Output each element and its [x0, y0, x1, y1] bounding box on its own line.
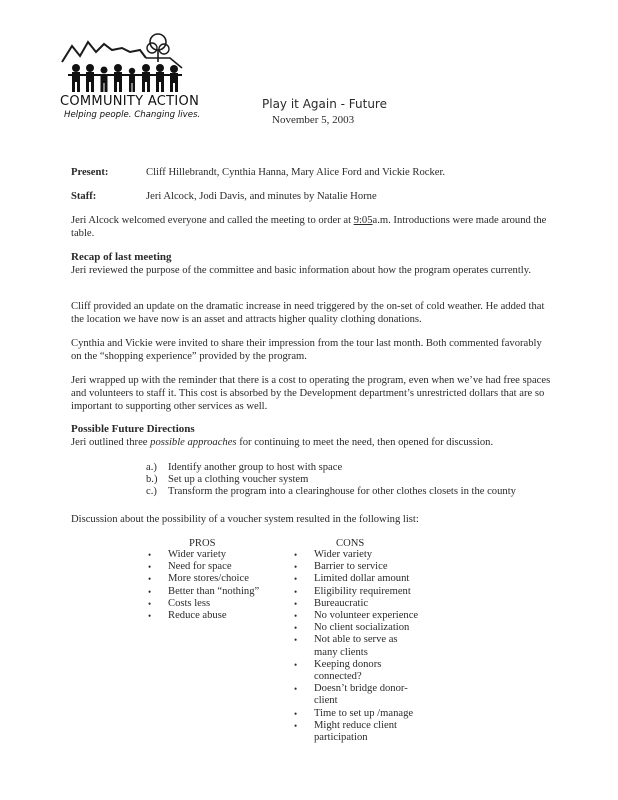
cons-item: • Limited dollar amount — [292, 573, 432, 585]
cons-item: • Wider variety — [292, 549, 432, 561]
document-title: Play it Again - Future — [262, 97, 387, 111]
cons-heading: CONS — [336, 538, 365, 549]
intro-before: Jeri Alcock welcomed everyone and called the meeting to order at — [71, 215, 354, 226]
list-item — [146, 486, 576, 498]
future-intro-after: for continuing to meet the need, then opened for discussion. — [236, 437, 494, 448]
list-item-text: Set up a clothing voucher system — [168, 474, 309, 486]
present-value: Cliff Hillebrandt, Cynthia Hanna, Mary Alice Ford and Vickie Rocker. — [146, 167, 446, 178]
pros-item: • Wider variety — [146, 549, 296, 561]
list-item-text: Identify another group to host with space — [168, 462, 343, 473]
cons-item: • Bureaucratic — [292, 598, 432, 610]
cons-item: • Time to set up /manage — [292, 708, 432, 720]
list-marker: a.) — [146, 462, 157, 473]
logo — [60, 28, 200, 124]
pros-item: • Better than “nothing” — [146, 586, 296, 598]
future-intro — [71, 436, 561, 449]
cons-item: • No client socialization — [292, 622, 432, 634]
staff-label: Staff: — [71, 191, 97, 202]
meeting-start-time: 9:05 — [353, 215, 373, 226]
list-marker: c.) — [146, 486, 157, 498]
list-marker: b.) — [146, 474, 158, 486]
recap-paragraph-3: Cynthia and Vickie were invited to share their impression from the tour last month. Both commented favorably on the “shopping experience” provided by the program. — [71, 338, 542, 362]
cons-item: • Barrier to service — [292, 561, 432, 573]
cons-item: • Not able to serve as many clients — [292, 634, 414, 658]
list-item-text: Transform the program into a clearinghouse for other clothes closets in the county — [168, 486, 516, 498]
pros-item: • Need for space — [146, 561, 296, 573]
pros-item: • Costs less — [146, 598, 296, 610]
cons-item: • Doesn’t bridge donor-client — [292, 683, 422, 707]
intro-paragraph — [71, 214, 551, 240]
pros-item: • More stores/choice — [146, 573, 296, 585]
pros-heading: PROS — [189, 538, 216, 549]
recap-paragraph-1: Jeri reviewed the purpose of the committee and basic information about how the program operates currently. — [71, 265, 531, 276]
pros-item: • Reduce abuse — [146, 610, 296, 622]
cons-item: • No volunteer experience — [292, 610, 432, 622]
discussion-paragraph: Discussion about the possibility of a voucher system resulted in the following list: — [71, 514, 419, 525]
recap-heading: Recap of last meeting — [71, 251, 172, 263]
recap-paragraph-2: Cliff provided an update on the dramatic increase in need triggered by the on-set of cold weather. He added that the location we have now is an asset and attracts higher quality clothing donations. — [71, 301, 545, 325]
cons-item: • Eligibility requirement — [292, 586, 432, 598]
future-intro-before: Jeri outlined three — [71, 437, 151, 448]
cons-list — [292, 549, 432, 744]
logo-name: COMMUNITY ACTION — [60, 94, 200, 109]
recap-paragraph-4: Jeri wrapped up with the reminder that there is a cost to operating the program, even when we’ve had free spaces and volunteers to staff it. This cost is absorbed by the Development department’s unrestricted dollars that are so important to supporting other services as well. — [71, 375, 551, 412]
logo-tagline: Helping people. Changing lives. — [64, 110, 201, 120]
pros-list — [146, 549, 296, 622]
list-item — [146, 474, 576, 486]
approaches-list — [146, 462, 576, 499]
intro-after: a.m. Introductions were made around the table. — [71, 215, 547, 239]
present-label: Present: — [71, 167, 109, 178]
cons-item: • Keeping donors connected? — [292, 659, 414, 683]
staff-value: Jeri Alcock, Jodi Davis, and minutes by Natalie Horne — [146, 191, 377, 202]
document-date: November 5, 2003 — [272, 114, 355, 126]
cons-item: • Might reduce client participation — [292, 720, 422, 744]
community-action-logo-icon — [60, 28, 200, 98]
future-intro-emphasis: possible approaches — [150, 437, 237, 448]
future-heading: Possible Future Directions — [71, 423, 195, 435]
list-item — [146, 462, 576, 474]
